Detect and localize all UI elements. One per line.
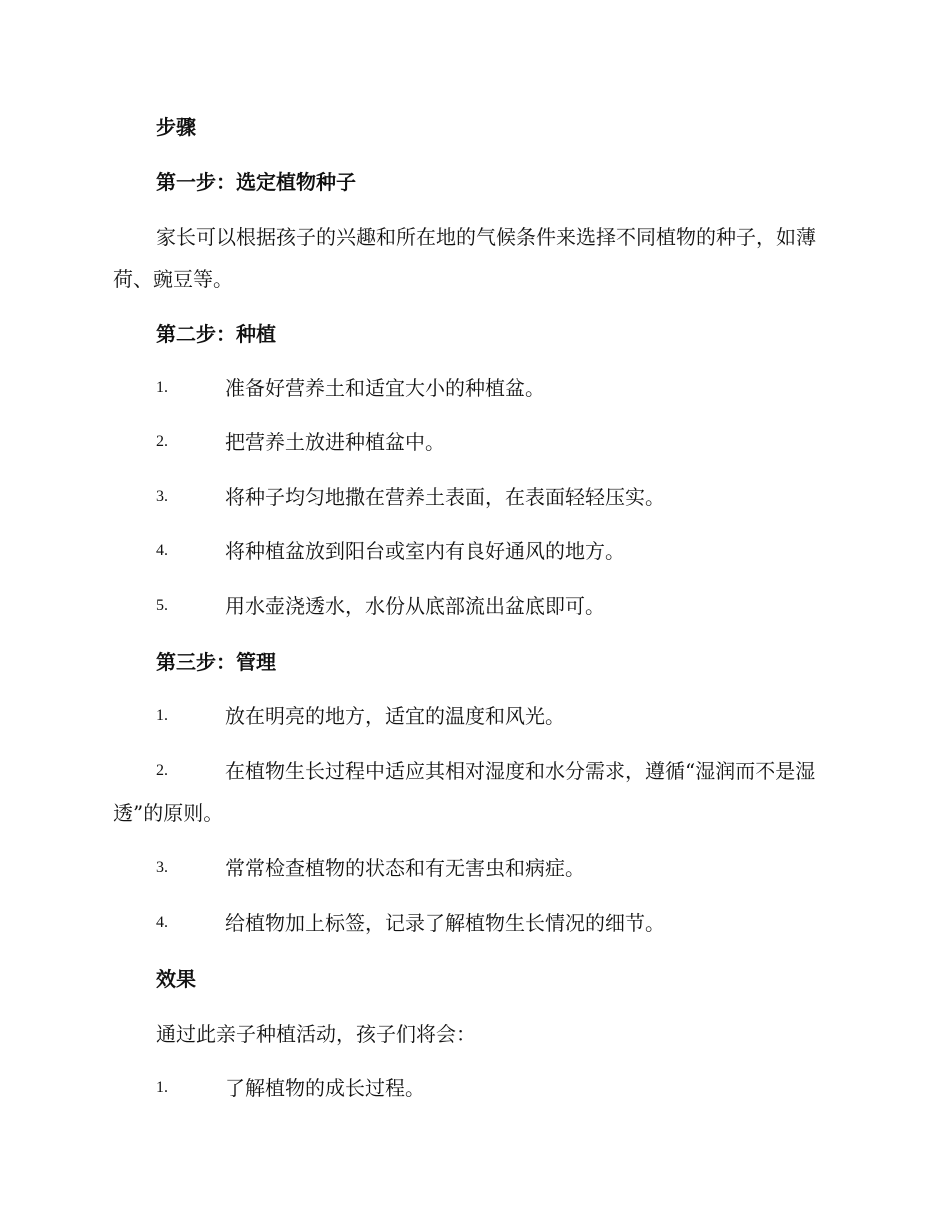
step3-title: 第三步：管理 — [156, 650, 276, 674]
effects-list-item — [113, 1067, 843, 1109]
step1-paragraph: 家长可以根据孩子的兴趣和所在地的气候条件来选择不同植物的种子，如薄荷、豌豆等。 — [113, 225, 816, 291]
list-item-text: 放在明亮的地方，适宜的温度和风光。 — [225, 704, 565, 728]
list-item-text: 把营养土放进种植盆中。 — [225, 430, 445, 454]
list-item-text: 在植物生长过程中适应其相对湿度和水分需求，遵循“湿润而不是湿透”的原则。 — [113, 759, 816, 825]
step3-list-item — [113, 695, 843, 737]
list-item-number: 2. — [156, 762, 168, 779]
list-item-text: 将种植盆放到阳台或室内有良好通风的地方。 — [225, 539, 625, 563]
list-item-number: 2. — [156, 433, 168, 450]
list-item-number: 1. — [156, 707, 168, 724]
section-heading-steps: 步骤 — [156, 115, 196, 139]
step2-list-item — [113, 367, 843, 409]
list-item-number: 3. — [156, 859, 168, 876]
step2-list-item — [113, 530, 843, 572]
list-item-number: 1. — [156, 1079, 168, 1096]
list-item-number: 3. — [156, 488, 168, 505]
list-item-number: 5. — [156, 597, 168, 614]
list-item-text: 准备好营养土和适宜大小的种植盆。 — [225, 376, 545, 400]
list-item-text: 用水壶浇透水，水份从底部流出盆底即可。 — [225, 594, 605, 618]
step1-title: 第一步：选定植物种子 — [156, 170, 356, 194]
step3-list-item — [113, 902, 843, 944]
step3-list-item — [113, 750, 843, 834]
list-item-text: 给植物加上标签，记录了解植物生长情况的细节。 — [225, 911, 665, 935]
step2-list-item — [113, 476, 843, 518]
section-heading-effects: 效果 — [156, 967, 196, 991]
list-item-number: 4. — [156, 914, 168, 931]
step2-list-item — [113, 421, 843, 463]
step2-title: 第二步：种植 — [156, 322, 276, 346]
list-item-text: 了解植物的成长过程。 — [225, 1076, 425, 1100]
list-item-number: 1. — [156, 379, 168, 396]
list-item-text: 将种子均匀地撒在营养土表面，在表面轻轻压实。 — [225, 485, 665, 509]
list-item-text: 常常检查植物的状态和有无害虫和病症。 — [225, 856, 585, 880]
step3-list-item — [113, 847, 843, 889]
step2-list-item — [113, 585, 843, 627]
effects-intro: 通过此亲子种植活动，孩子们将会： — [156, 1022, 476, 1046]
list-item-number: 4. — [156, 542, 168, 559]
